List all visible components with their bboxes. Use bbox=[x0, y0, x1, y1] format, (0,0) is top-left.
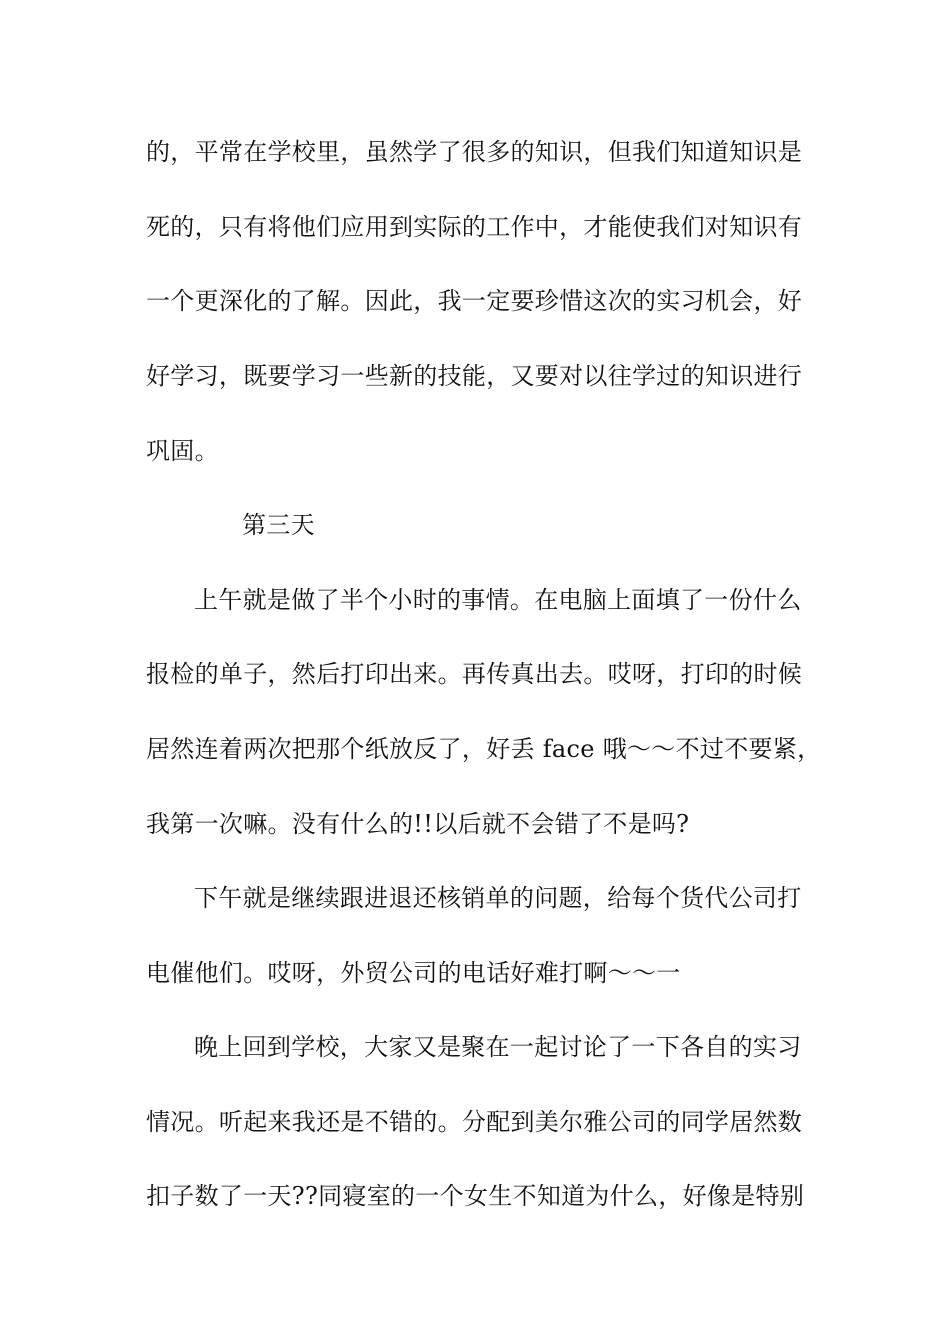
paragraph-line: 巩固。 bbox=[146, 437, 219, 465]
section-heading: 第三天 bbox=[242, 511, 315, 539]
paragraph-line: 扣子数了一天??同寝室的一个女生不知道为什么，好像是特别 bbox=[146, 1182, 805, 1210]
paragraph-line: 情况。听起来我还是不错的。分配到美尔雅公司的同学居然数 bbox=[146, 1108, 803, 1136]
paragraph-line: 上午就是做了半个小时的事情。在电脑上面填了一份什么 bbox=[194, 586, 802, 614]
paragraph-line: 我第一次嘛。没有什么的!!以后就不会错了不是吗? bbox=[146, 810, 690, 838]
paragraph-line: 居然连着两次把那个纸放反了，好丢 face 哦～～不过不要紧， bbox=[146, 735, 822, 763]
paragraph-line: 好学习，既要学习一些新的技能，又要对以往学过的知识进行 bbox=[146, 362, 803, 390]
paragraph-line: 死的，只有将他们应用到实际的工作中，才能使我们对知识有 bbox=[146, 213, 803, 241]
paragraph-line: 一个更深化的了解。因此，我一定要珍惜这次的实习机会，好 bbox=[146, 287, 803, 315]
paragraph-line: 的，平常在学校里，虽然学了很多的知识，但我们知道知识是 bbox=[146, 138, 803, 166]
paragraph-line: 电催他们。哎呀，外贸公司的电话好难打啊～～一 bbox=[146, 959, 681, 987]
paragraph-line: 报检的单子，然后打印出来。再传真出去。哎呀，打印的时候 bbox=[146, 660, 803, 688]
paragraph-line: 晚上回到学校，大家又是聚在一起讨论了一下各自的实习 bbox=[194, 1033, 802, 1061]
paragraph-line: 下午就是继续跟进退还核销单的问题，给每个货代公司打 bbox=[194, 884, 802, 912]
